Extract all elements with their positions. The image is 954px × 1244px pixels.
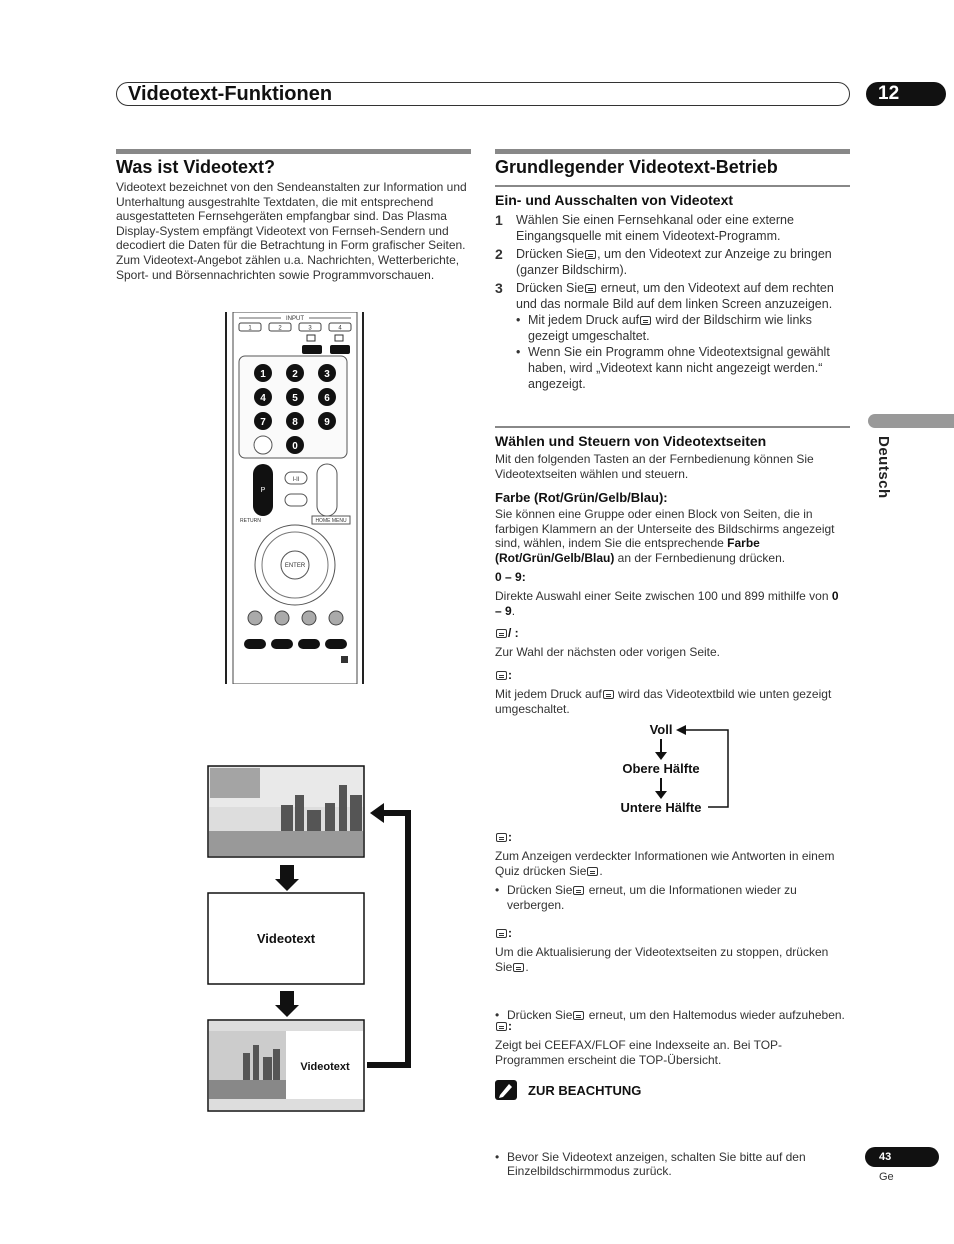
remote-home-label: HOME MENU — [315, 518, 347, 524]
digits-text-bold: 0 – 9 — [495, 589, 839, 618]
remote-input-3: 3 — [308, 325, 312, 332]
digits-text — [495, 589, 847, 618]
size-text-a: Mit jedem Druck auf — [495, 687, 602, 701]
remote-key-7: 7 — [260, 417, 266, 428]
remote-key-2: 2 — [292, 369, 298, 380]
note-icon — [495, 1080, 517, 1100]
size-text — [495, 687, 847, 716]
color-text — [495, 507, 847, 565]
side-tab — [868, 414, 954, 428]
bullet-text: Mit jedem Druck auf — [528, 313, 640, 327]
cycle-lower: Untere Hälfte — [620, 800, 702, 815]
section-rule-thin — [495, 185, 850, 187]
cycle-full: Voll — [649, 722, 673, 737]
step-text: Wählen Sie einen Fernsehkanal oder eine externe Eingangsquelle mit einem Videotext-Programm. — [516, 213, 794, 243]
color-title: Farbe (Rot/Grün/Gelb/Blau): — [495, 490, 668, 505]
index-icon — [496, 1022, 507, 1031]
cycle-upper: Obere Hälfte — [622, 761, 700, 776]
hold-bullet-b: erneut, um den Haltemodus wieder aufzuheben. — [585, 1008, 845, 1023]
onoff-steps — [495, 212, 850, 392]
teletext-icon — [640, 316, 651, 325]
remote-p-label: P — [260, 487, 266, 494]
index-text: Zeigt bei CEEFAX/FLOF eine Indexseite an. Bei TOP-Programmen erscheint die TOP-Übersicht. — [495, 1038, 783, 1067]
size-title-text: : — [508, 668, 512, 682]
remote-key-3: 3 — [324, 369, 330, 380]
note-title: ZUR BEACHTUNG — [528, 1083, 642, 1098]
reveal-title — [495, 830, 512, 844]
hold-title-text: : — [508, 926, 512, 940]
remote-key-4: 4 — [260, 393, 266, 404]
intro-paragraph: Videotext bezeichnet von den Sendeanstalten zur Information und Unterhaltung ausgestrahlte Textdaten, die mit entsprechend ausgestatteten Fernsehgeräten empfangbar sind. Das Plasma Display-System empfängt Videotext von Fernseh-Sendern und decodiert die Daten für die Betrachtung in Form grafischer Seiten. Zum Videotext-Angebot zählen u.a. Nachrichten, Wetterberichte, Sport- und Börsennachrichten sowie Programmvorschauen. — [116, 180, 467, 282]
remote-input-1: 1 — [248, 325, 252, 332]
reveal-icon — [573, 886, 584, 895]
page-number: 43 — [865, 1147, 939, 1167]
hold-bullet — [495, 1008, 847, 1023]
reveal-bullet — [495, 883, 847, 912]
color-text-b: an der Fernbedienung drücken. — [614, 550, 786, 565]
teletext-icon — [585, 284, 596, 293]
step-text: , um den Videotext zur Anzeige zu bringen (ganzer Bildschirm). — [516, 247, 832, 277]
teletext-icon — [585, 250, 596, 259]
remote-key-1: 1 — [260, 369, 266, 380]
nav-title — [495, 626, 519, 640]
digits-text-b: . — [511, 603, 516, 618]
mode-screen-2-label: Videotext — [256, 931, 316, 946]
remote-key-5: 5 — [292, 393, 298, 404]
step-1 — [495, 212, 850, 244]
section-title-basic: Grundlegender Videotext-Betrieb — [495, 157, 778, 177]
remote-input-2: 2 — [278, 325, 282, 332]
remote-key-0: 0 — [292, 441, 298, 452]
step-text: Drücken Sie — [516, 281, 585, 295]
color-text-bold: Farbe (Rot/Grün/Gelb/Blau) — [495, 536, 760, 565]
nav-title-text: / : — [508, 626, 519, 640]
remote-input-label: INPUT — [286, 316, 304, 322]
color-text-a: Sie können eine Gruppe oder einen Block von Seiten, die in farbigen Klammern an der Unterseite des Bildschirms angezeigt sind, wählen, indem Sie die entsprechende — [495, 507, 835, 551]
reveal-title-text: : — [508, 830, 512, 844]
page-language-code: Ge — [879, 1171, 894, 1183]
remote-enter-label: ENTER — [284, 563, 306, 569]
select-intro: Mit den folgenden Tasten an der Fernbedienung können Sie Videotextseiten wählen und steuern. — [495, 452, 814, 481]
chapter-badge: 12 — [866, 82, 946, 106]
reveal-bullet-a: Drücken Sie — [507, 883, 573, 897]
remote-iii-label: I-II — [292, 477, 300, 483]
remote-key-9: 9 — [324, 417, 330, 428]
digits-text-a: Direkte Auswahl einer Seite zwischen 100 und 899 mithilfe von — [495, 589, 832, 603]
reveal-bullet-b: erneut, um die Informationen wieder zu verbergen. — [507, 883, 797, 912]
size-icon — [603, 690, 614, 699]
hold-bullet-a: Drücken Sie — [507, 1008, 573, 1023]
hold-icon — [496, 929, 507, 938]
step-3 — [495, 280, 850, 312]
hold-icon — [513, 963, 524, 972]
onoff-bullet-2: • Wenn Sie ein Programm ohne Videotextsignal gewählt haben, wird „Videotext kann nicht angezeigt werden.“ angezeigt. — [516, 344, 850, 392]
step-text: erneut, um den Videotext auf dem rechten und das normale Bild auf dem linken Screen anzuzeigen. — [516, 281, 834, 311]
hold-text — [495, 945, 847, 974]
section-rule — [116, 149, 471, 154]
bullet-text: wird der Bildschirm wie links gezeigt umgeschaltet. — [528, 313, 812, 343]
remote-input-4: 4 — [338, 325, 342, 332]
section-rule — [495, 149, 850, 154]
reveal-text-b: . — [599, 863, 603, 878]
reveal-icon — [587, 867, 598, 876]
section-title-what: Was ist Videotext? — [116, 157, 276, 177]
reveal-icon — [496, 833, 507, 842]
hold-text-a: Um die Aktualisierung der Videotextseiten zu stoppen, drücken Sie — [495, 945, 829, 974]
note-bullet: • Bevor Sie Videotext anzeigen, schalten Sie bitte auf den Einzelbildschirmmodus zurück. — [495, 1150, 847, 1179]
index-title-text: : — [508, 1019, 512, 1033]
subsection-title-select: Wählen und Steuern von Videotextseiten — [495, 433, 767, 449]
digits-title: 0 – 9: — [495, 570, 526, 584]
size-text-b: wird das Videotextbild wie unten gezeigt umgeschaltet. — [495, 687, 832, 716]
page-up-icon — [496, 629, 507, 638]
page-title: Videotext-Funktionen — [128, 83, 333, 105]
hold-text-b: . — [525, 959, 529, 974]
reveal-text — [495, 849, 847, 878]
remote-control-illustration — [225, 312, 367, 684]
hold-icon — [573, 1011, 584, 1020]
mode-screen-3-label: Videotext — [300, 1061, 350, 1073]
step-num: 1 — [495, 212, 503, 228]
size-cycle-diagram — [600, 718, 740, 818]
subsection-title-onoff: Ein- und Ausschalten von Videotext — [495, 192, 734, 208]
nav-text: Zur Wahl der nächsten oder vorigen Seite. — [495, 645, 721, 659]
size-title — [495, 668, 512, 682]
step-num: 2 — [495, 246, 503, 262]
index-title — [495, 1019, 512, 1033]
size-icon — [496, 671, 507, 680]
remote-key-8: 8 — [292, 417, 298, 428]
step-text: Drücken Sie — [516, 247, 585, 261]
onoff-bullet-1 — [516, 312, 850, 344]
step-2 — [495, 246, 850, 278]
section-rule-thin — [495, 426, 850, 428]
step-num: 3 — [495, 280, 503, 296]
remote-return-label: RETURN — [240, 518, 261, 524]
reveal-text-a: Zum Anzeigen verdeckter Informationen wie Antworten in einem Quiz drücken Sie — [495, 849, 835, 878]
remote-key-6: 6 — [324, 393, 330, 404]
side-tab-label: Deutsch — [875, 436, 892, 499]
hold-title — [495, 926, 512, 940]
videotext-mode-diagram — [207, 765, 417, 1113]
